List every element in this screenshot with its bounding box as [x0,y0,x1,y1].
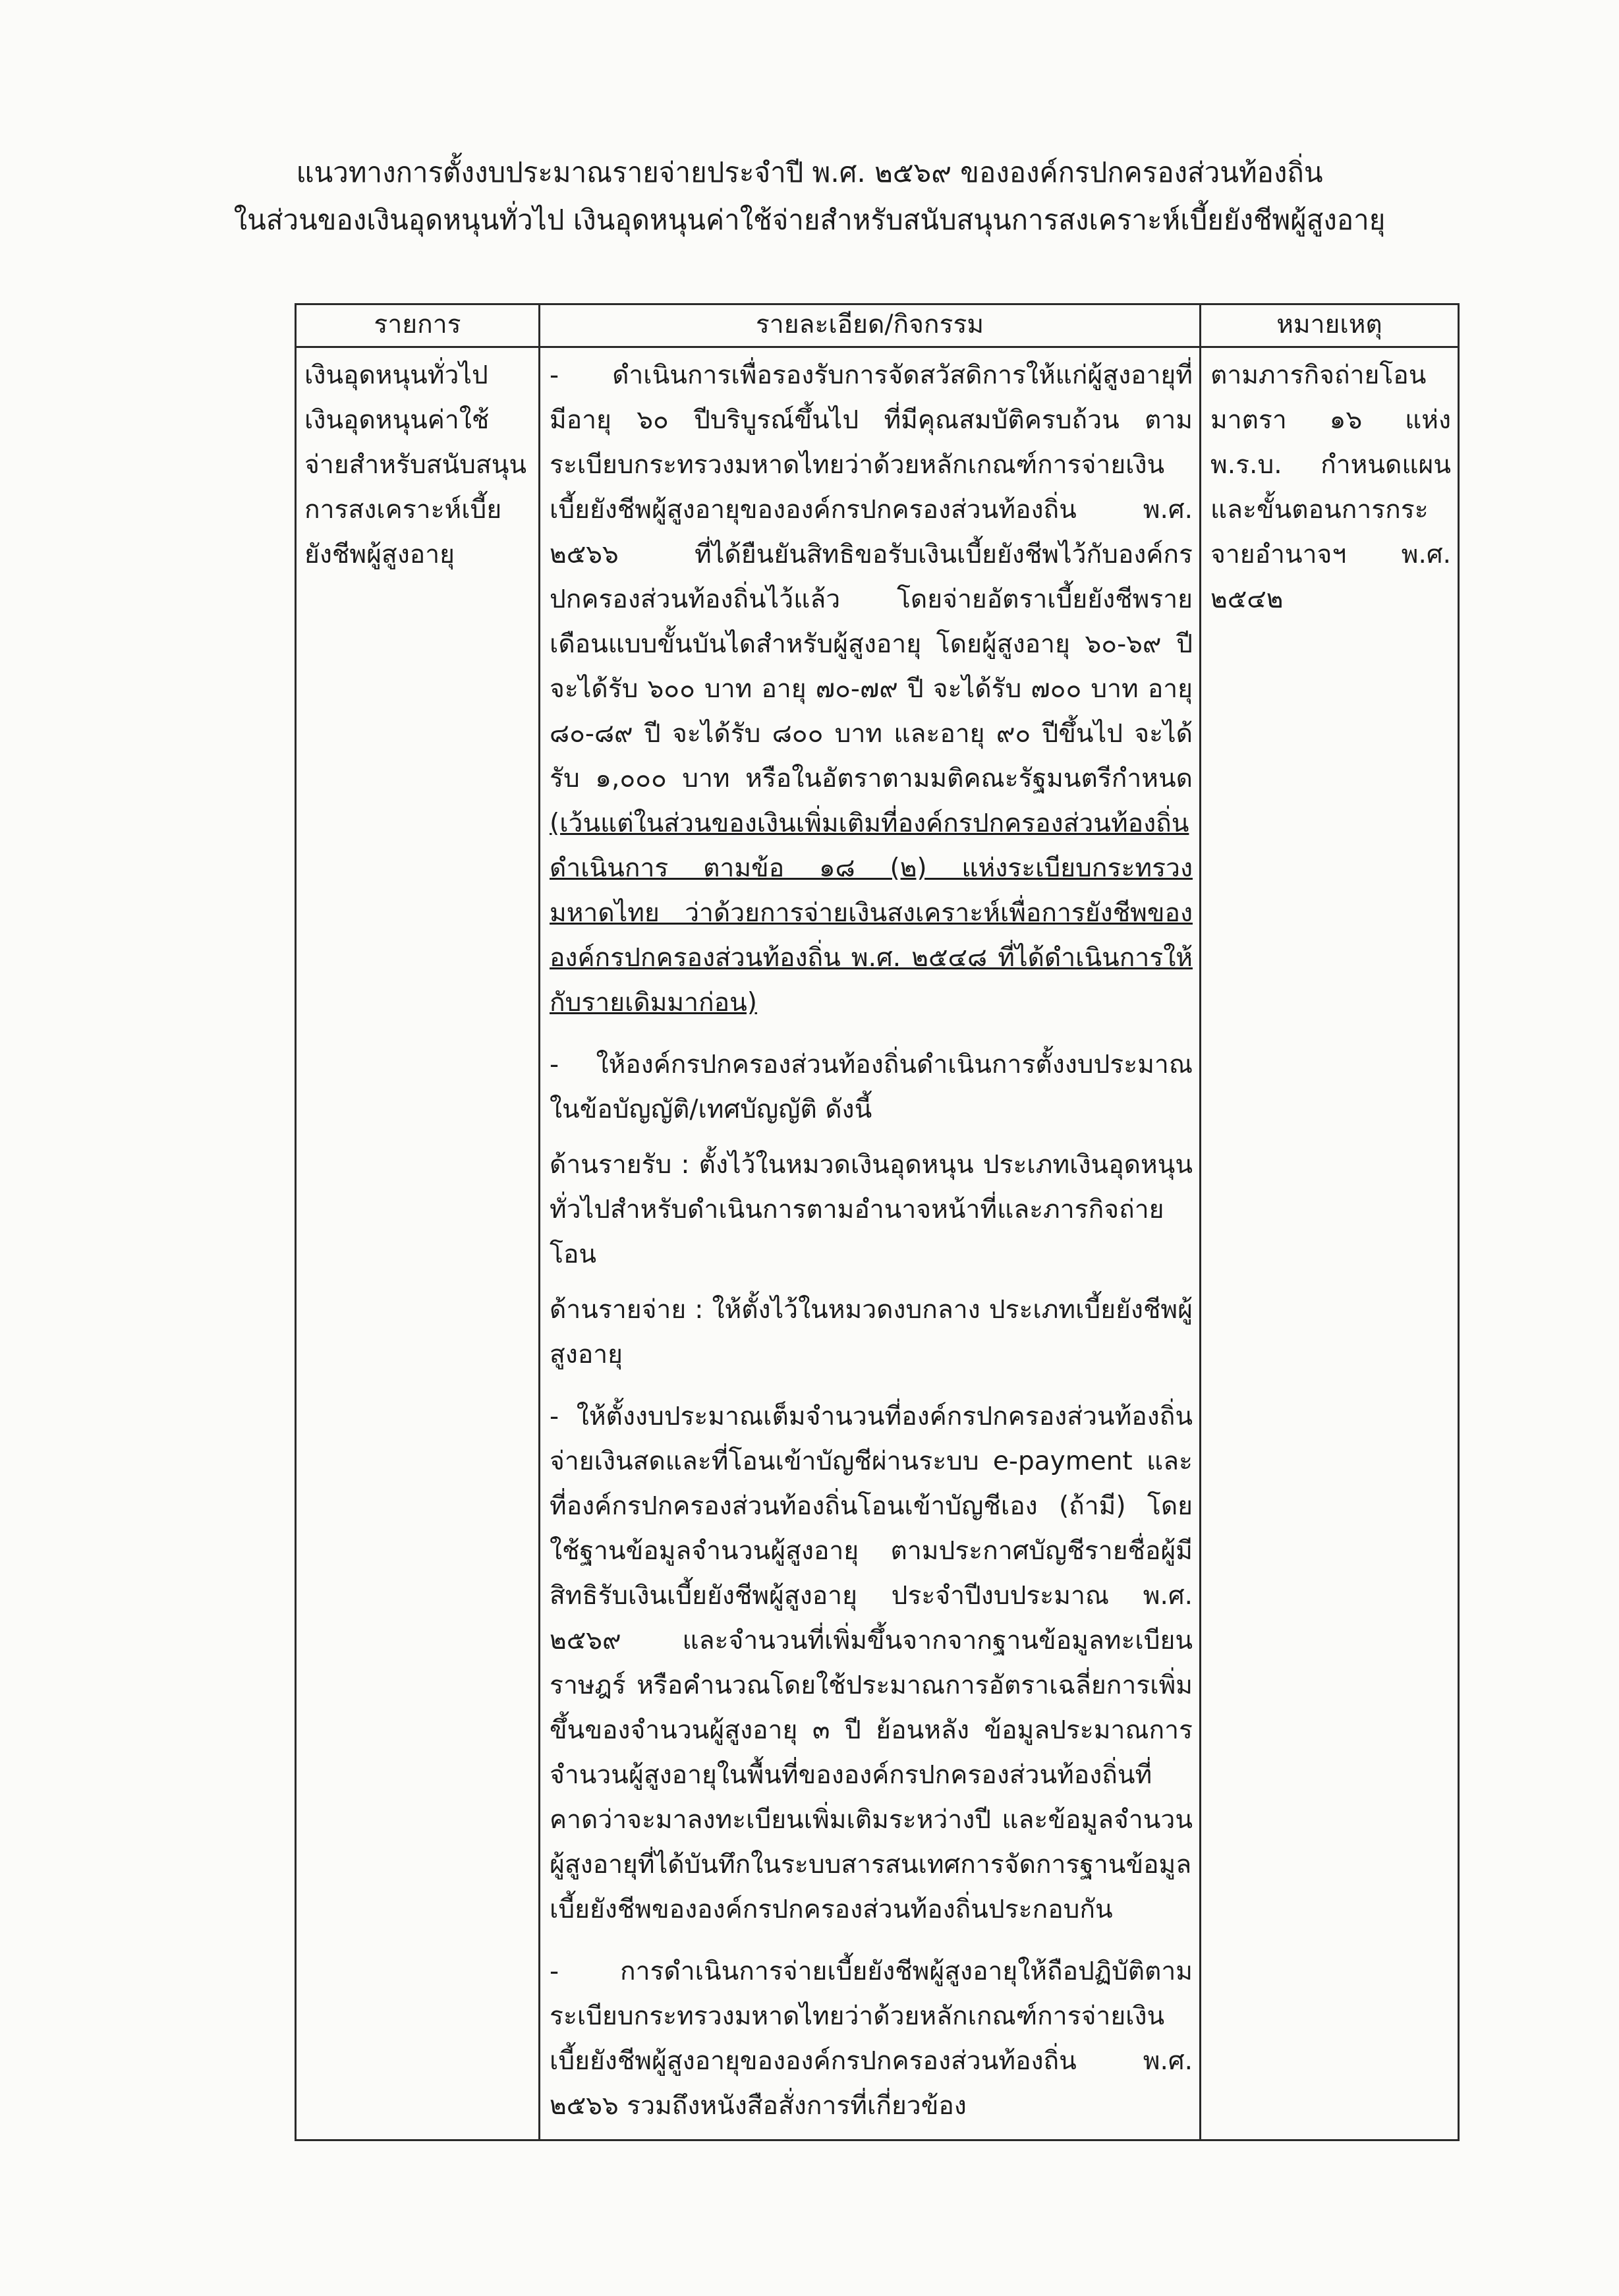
header-remarks: หมายเหตุ [1201,304,1459,347]
page-title-line-1: แนวทางการตั้งงบประมาณรายจ่ายประจำปี พ.ศ. ๒๕๖๙ ขององค์กรปกครองส่วนท้องถิ่น [296,156,1323,188]
detail-exception-note: (เว้นแต่ในส่วนของเงินเพิ่มเติมที่องค์กรปกครองส่วนท้องถิ่นดำเนินการ ตามข้อ ๑๘ (๒) แห่งระเบียบกระทรวงมหาดไทย ว่าด้วยการจ่ายเงินสงเคราะห์เพื่อการยังชีพขององค์กรปกครองส่วนท้องถิ่น พ.ศ. ๒๕๔๘ ที่ได้ดำเนินการให้กับรายเดิมมาก่อน) [550,809,1193,1018]
header-details: รายละเอียด/กิจกรรม [540,304,1201,347]
table-header-row [296,304,1459,347]
detail-paragraph-revenue: ด้านรายรับ : ตั้งไว้ในหมวดเงินอุดหนุน ประเภทเงินอุดหนุนทั่วไปสำหรับดำเนินการตามอำนาจหน้าที่และภารกิจถ่ายโอน [550,1150,1193,1269]
detail-paragraph-expenditure: ด้านรายจ่าย : ให้ตั้งไว้ในหมวดงบกลาง ประเภทเบี้ยยังชีพผู้สูงอายุ [550,1295,1193,1369]
header-item: รายการ [296,304,540,347]
detail-eligibility-text: - ดำเนินการเพื่อรองรับการจัดสวัสดิการให้แก่ผู้สูงอายุที่มีอายุ ๖๐ ปีบริบูรณ์ขึ้นไป ที่มีคุณสมบัติครบถ้วน ตามระเบียบกระทรวงมหาดไทยว่าด้วยหลักเกณฑ์การจ่ายเงินเบี้ยยังชีพผู้สูงอายุขององค์กรปกครองส่วนท้องถิ่น พ.ศ. ๒๕๖๖ ที่ได้ยืนยันสิทธิขอรับเงินเบี้ยยังชีพไว้กับองค์กรปกครองส่วนท้องถิ่นไว้แล้ว โดยจ่ายอัตราเบี้ยยังชีพรายเดือนแบบขั้นบันไดสำหรับผู้สูงอายุ โดยผู้สูงอายุ ๖๐-๖๙ ปี จะได้รับ ๖๐๐ บาท อายุ ๗๐-๗๙ ปี จะได้รับ ๗๐๐ บาท อายุ ๘๐-๘๙ ปี จะได้รับ ๘๐๐ บาท และอายุ ๙๐ ปีขึ้นไป จะได้รับ ๑,๐๐๐ บาท หรือในอัตราตามมติคณะรัฐมนตรีกำหนด [550,360,1193,793]
details-cell [540,347,1201,2140]
page-title-line-2: ในส่วนของเงินอุดหนุนทั่วไป เงินอุดหนุนค่าใช้จ่ายสำหรับสนับสนุนการสงเคราะห์เบี้ยยังชีพผู้สูงอายุ [233,204,1386,236]
detail-paragraph-budgeting: - ให้องค์กรปกครองส่วนท้องถิ่นดำเนินการตั้งงบประมาณในข้อบัญญัติ/เทศบัญญัติ ดังนี้ [550,1050,1193,1124]
detail-paragraph-eligibility [550,353,1193,1025]
detail-paragraph-regulations: - การดำเนินการจ่ายเบี้ยยังชีพผู้สูงอายุให้ถือปฏิบัติตามระเบียบกระทรวงมหาดไทยว่าด้วยหลักเกณฑ์การจ่ายเงินเบี้ยยังชีพผู้สูงอายุขององค์กรปกครองส่วนท้องถิ่น พ.ศ. ๒๕๖๖ รวมถึงหนังสือสั่งการที่เกี่ยวข้อง [550,1957,1193,2121]
remarks-cell [1201,347,1459,2140]
budget-guideline-table [295,303,1460,2141]
item-text: เงินอุดหนุนทั่วไป เงินอุดหนุนค่าใช้จ่ายสำหรับสนับสนุนการสงเคราะห์เบี้ยยังชีพผู้สูงอายุ [304,360,527,569]
remarks-text: ตามภารกิจถ่ายโอน มาตรา ๑๖ แห่ง พ.ร.บ. กำหนดแผนและขั้นตอนการกระจายอำนาจฯ พ.ศ. ๒๕๔๒ [1210,360,1451,614]
item-cell [296,347,540,2140]
table-row [296,347,1459,2140]
detail-paragraph-full-amount: - ให้ตั้งงบประมาณเต็มจำนวนที่องค์กรปกครองส่วนท้องถิ่นจ่ายเงินสดและที่โอนเข้าบัญชีผ่านระบบ e-payment และที่องค์กรปกครองส่วนท้องถิ่นโอนเข้าบัญชีเอง (ถ้ามี) โดยใช้ฐานข้อมูลจำนวนผู้สูงอายุ ตามประกาศบัญชีรายชื่อผู้มีสิทธิรับเงินเบี้ยยังชีพผู้สูงอายุ ประจำปีงบประมาณ พ.ศ. ๒๕๖๙ และจำนวนที่เพิ่มขึ้นจากจากฐานข้อมูลทะเบียนราษฎร์ หรือคำนวณโดยใช้ประมาณการอัตราเฉลี่ยการเพิ่มขึ้นของจำนวนผู้สูงอายุ ๓ ปี ย้อนหลัง ข้อมูลประมาณการจำนวนผู้สูงอายุในพื้นที่ขององค์กรปกครองส่วนท้องถิ่นที่คาดว่าจะมาลงทะเบียนเพิ่มเติมระหว่างปี และข้อมูลจำนวนผู้สูงอายุที่ได้บันทึกในระบบสารสนเทศการจัดการฐานข้อมูลเบี้ยยังชีพขององค์กรปกครองส่วนท้องถิ่นประกอบกัน [550,1402,1193,1924]
